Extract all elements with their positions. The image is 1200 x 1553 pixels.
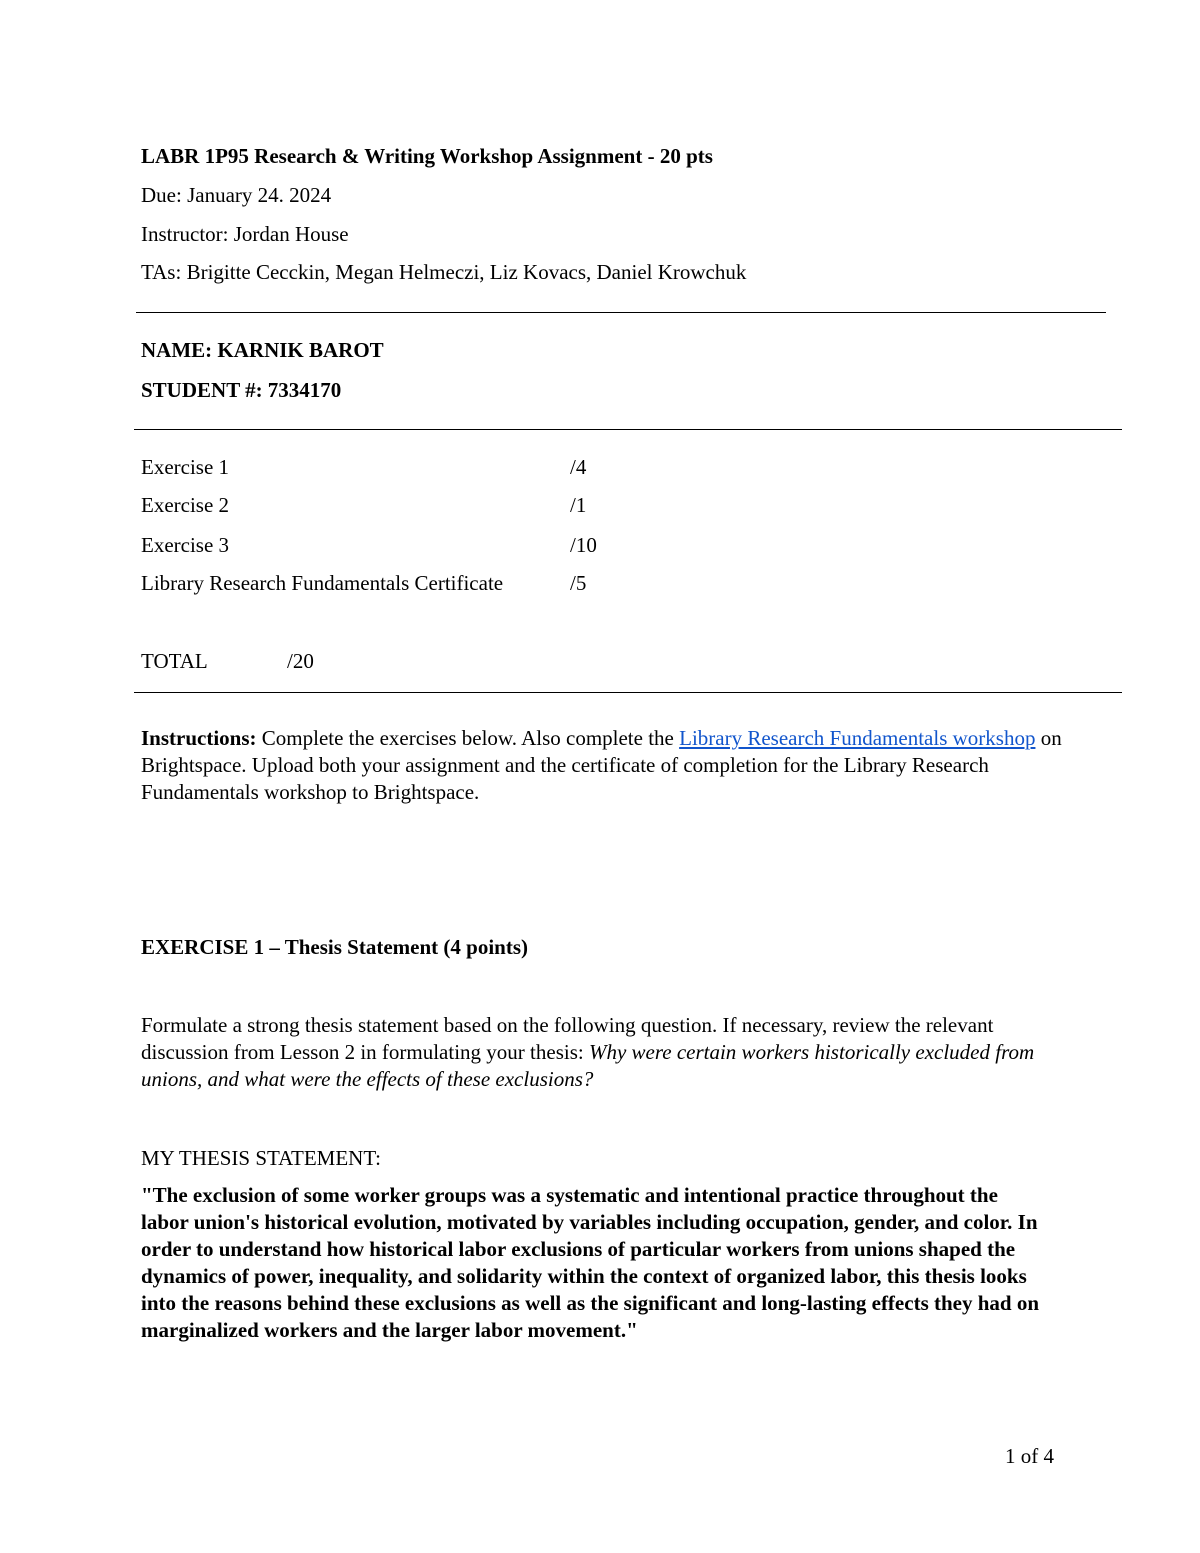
instructor-line: Instructor: Jordan House bbox=[141, 222, 349, 246]
instructions-text: Complete the exercises below. Also complete the bbox=[256, 726, 680, 750]
library-workshop-link[interactable]: Library Research Fundamentals workshop bbox=[679, 726, 1036, 750]
score-value: /5 bbox=[570, 571, 587, 595]
student-number: STUDENT #: 7334170 bbox=[141, 378, 342, 402]
tas-line: TAs: Brigitte Cecckin, Megan Helmeczi, Liz Kovacs, Daniel Krowchuk bbox=[141, 260, 747, 284]
divider bbox=[134, 692, 1122, 693]
score-value: /1 bbox=[570, 493, 587, 517]
score-value: /10 bbox=[570, 533, 597, 557]
due-date: Due: January 24. 2024 bbox=[141, 183, 332, 207]
exercise-1-heading: EXERCISE 1 – Thesis Statement (4 points) bbox=[141, 935, 528, 959]
thesis-answer: "The exclusion of some worker groups was a systematic and intentional practice throughout the labor union's historical evolution, motivated by variables including occupation, gender, and color. In order to understand how historical labor exclusions of particular workers from unions shaped the dynamics of power, inequality, and solidarity within the context of organized labor, this thesis looks into the reasons behind these exclusions as well as the significant and long-lasting effects they had on marginalized workers and the larger labor movement." bbox=[141, 1183, 1040, 1342]
divider bbox=[134, 429, 1122, 430]
total-value: /20 bbox=[287, 649, 314, 673]
total-label: TOTAL bbox=[141, 649, 208, 673]
student-name: NAME: KARNIK BAROT bbox=[141, 338, 384, 362]
assignment-title: LABR 1P95 Research & Writing Workshop Assignment - 20 pts bbox=[141, 144, 713, 168]
score-label: Exercise 2 bbox=[141, 493, 230, 517]
instructions-text: on Brightspace. Upload both your assignment and the certificate of completion for the Library Research Fundamentals workshop to Brightspace. bbox=[141, 726, 1062, 804]
instructions-paragraph bbox=[141, 725, 1071, 806]
divider bbox=[136, 312, 1106, 313]
score-label: Exercise 3 bbox=[141, 533, 230, 557]
thesis-label: MY THESIS STATEMENT: bbox=[141, 1146, 381, 1170]
prompt-question: Why were certain workers historically excluded from unions, and what were the effects of these exclusions? bbox=[141, 1040, 1035, 1091]
page-number: 1 of 4 bbox=[1005, 1444, 1054, 1468]
score-label: Exercise 1 bbox=[141, 455, 230, 479]
prompt-text: Formulate a strong thesis statement based on the following question. If necessary, review the relevant discussion from Lesson 2 in formulating your thesis: bbox=[141, 1013, 994, 1064]
exercise-1-prompt bbox=[141, 1012, 1071, 1093]
score-label: Library Research Fundamentals Certificate bbox=[141, 571, 504, 595]
instructions-heading: Instructions: bbox=[141, 726, 257, 750]
score-value: /4 bbox=[570, 455, 587, 479]
